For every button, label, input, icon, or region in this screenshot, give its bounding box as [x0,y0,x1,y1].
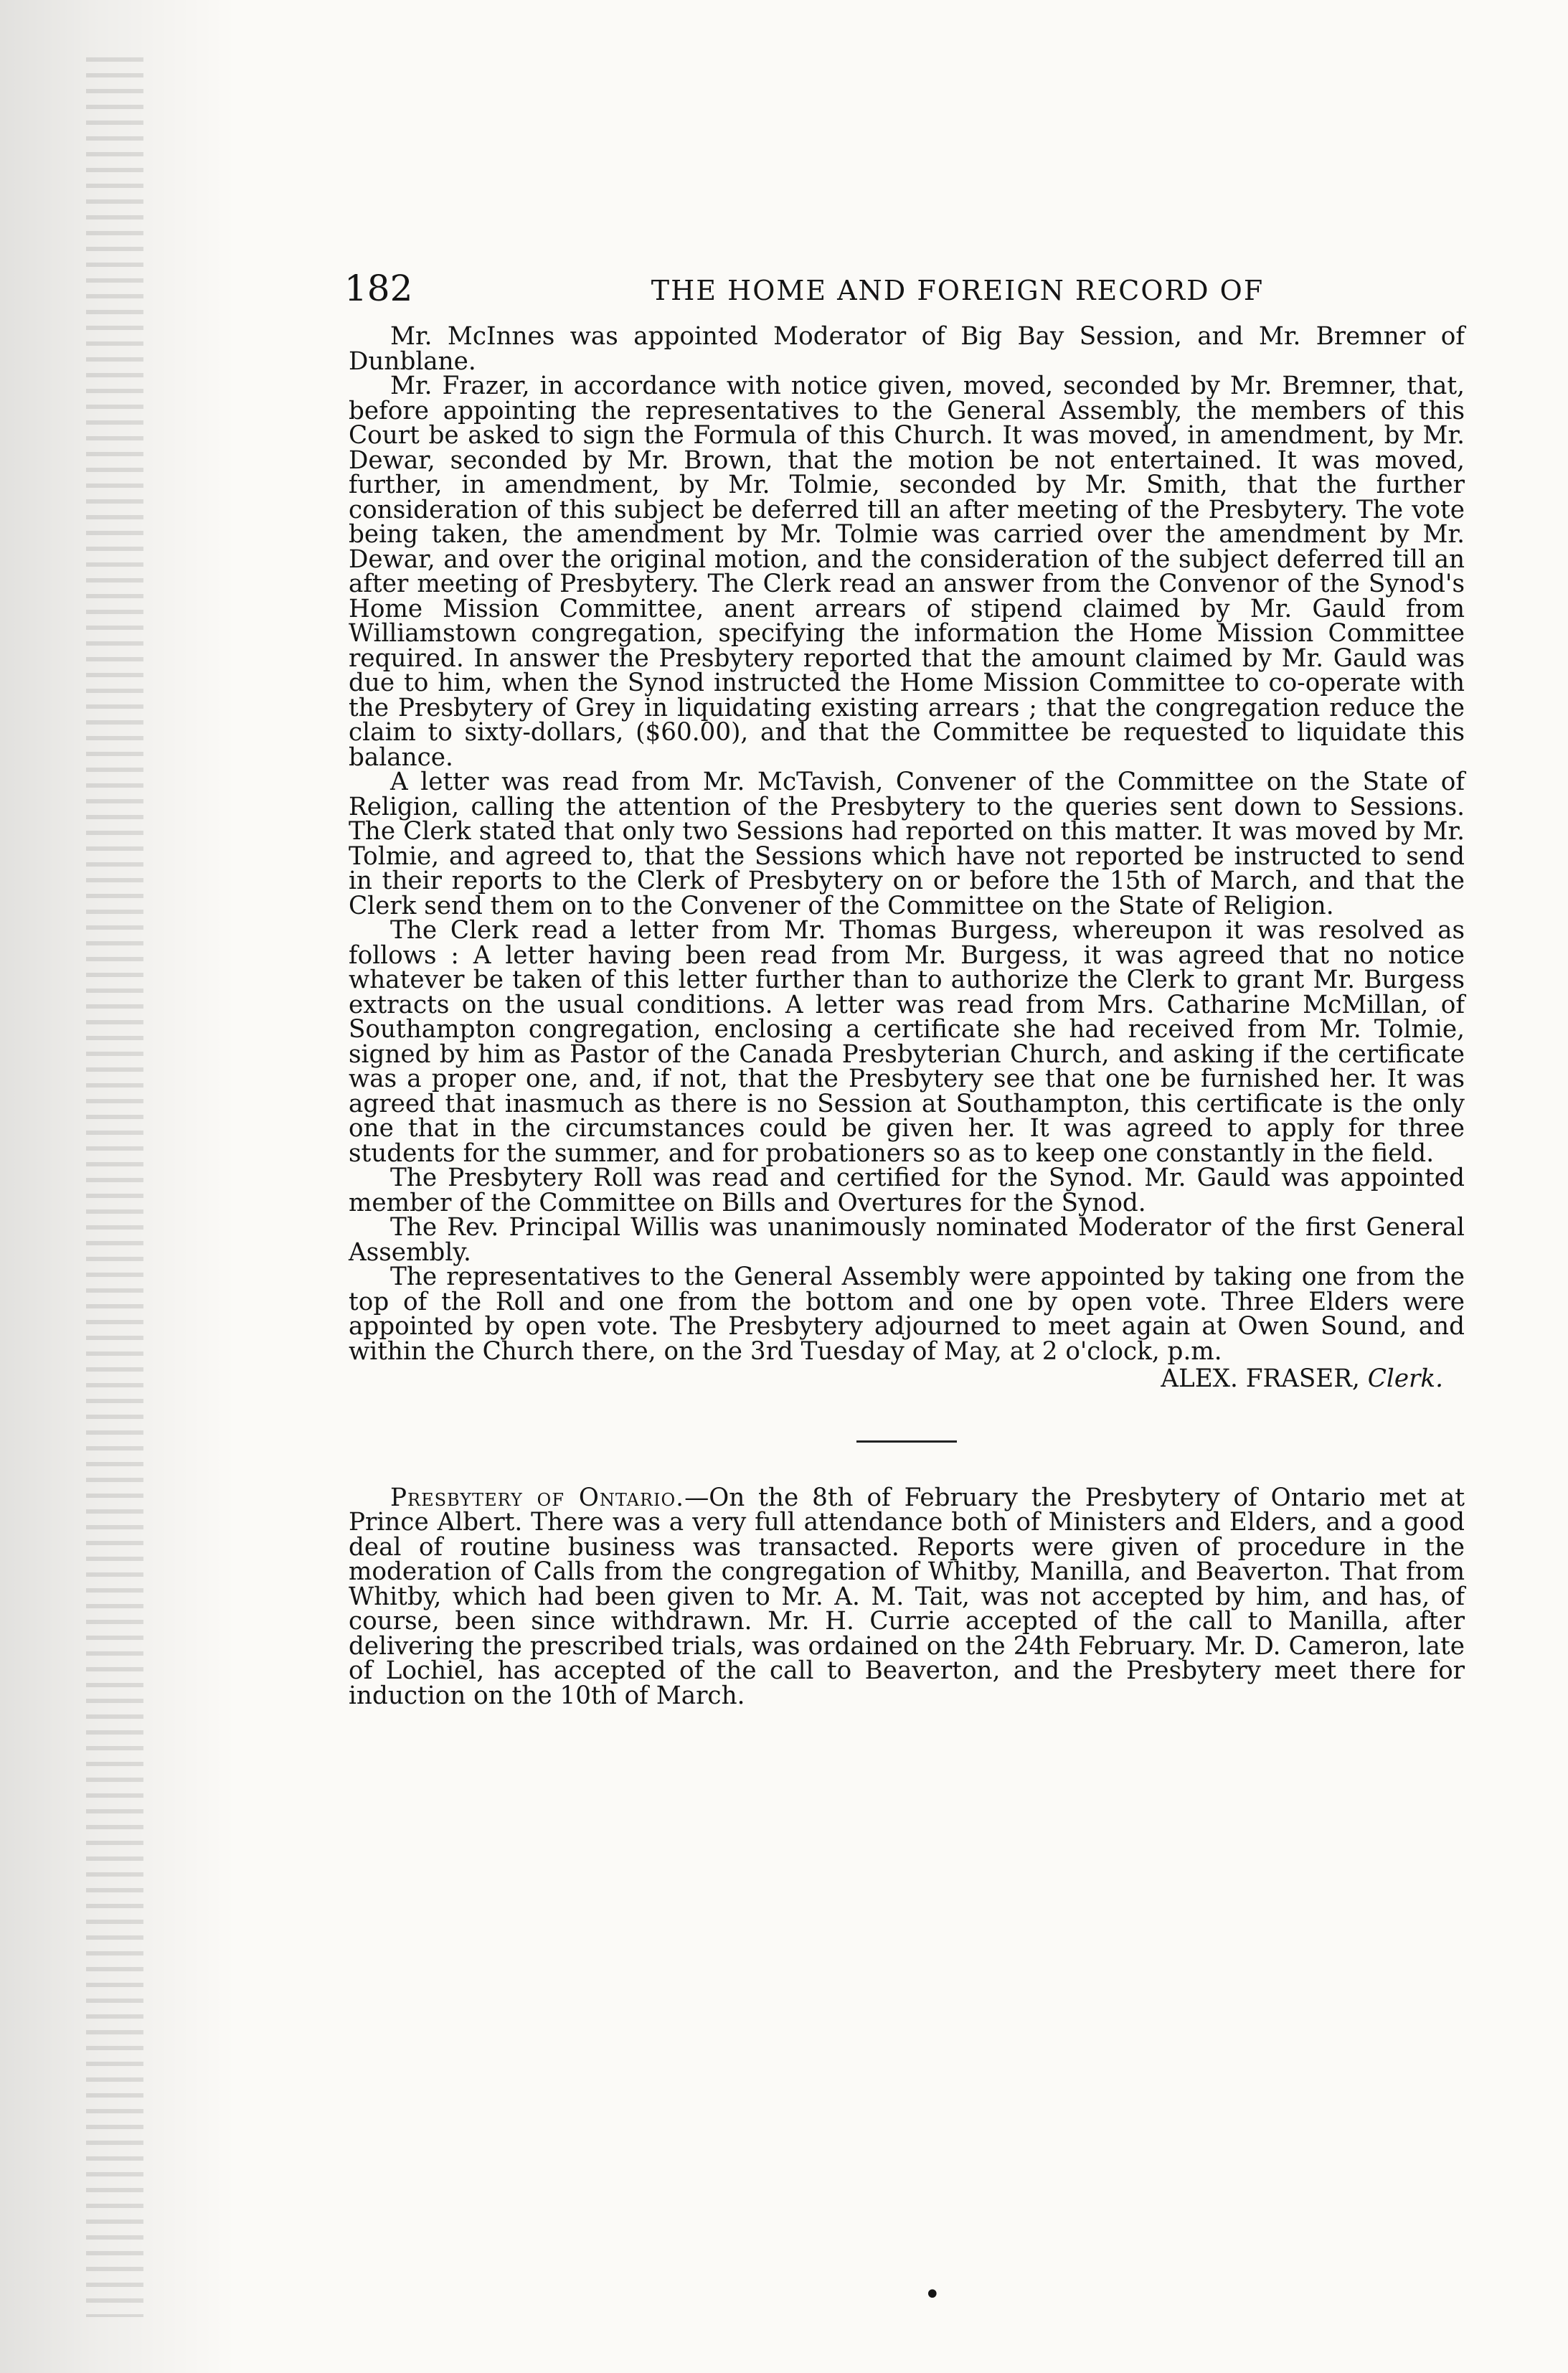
page-body [349,324,1465,1708]
binding-gutter [0,0,237,2373]
signature-title: Clerk. [1367,1364,1443,1393]
page-header [344,267,1463,310]
paragraph-moderator: Mr. McInnes was appointed Moderator of Big Bay Session, and Mr. Bremner of Dunblane. [349,322,1465,376]
paragraph-principal-willis: The Rev. Principal Willis was unanimously nominated Moderator of the first General Assembly. [349,1213,1465,1267]
paragraph-presbytery-of-ontario [349,1483,1465,1710]
section-divider [856,1440,957,1443]
page-number: 182 [344,268,413,309]
ink-blot: • [924,2278,941,2311]
paragraph-burgess-letter: The Clerk read a letter from Mr. Thomas Burgess, whereupon it was resolved as follows : A letter having been read from Mr. Burgess, it was agreed that no notice whatever be taken of this letter further than to authorize the Clerk to grant Mr. Burgess extracts on the usual conditions. A letter was read from Mrs. Catharine McMillan, of Southampton congregation, enclosing a certificate she had received from Mr. Tolmie, signed by him as Pastor of the Canada Presbyterian Church, and asking if the certificate was a proper one, and, if not, that the Presbytery see that one be furnished her. It was agreed that inasmuch as there is no Session at Southampton, this certificate is the only one that in the circumstances could be given her. It was agreed to apply for three students for the summer, and for probationers so as to keep one constantly in the field. [349,916,1465,1168]
paragraph-representatives: The representatives to the General Assembly were appointed by taking one from the top of the Roll and one from the bottom and one by open vote. Three Elders were appointed by open vote. The Presbytery adjourned to meet again at Owen Sound, and within the Church there, on the 3rd Tuesday of May, at 2 o'clock, p.m. [349,1263,1465,1366]
paragraph-presbytery-roll: The Presbytery Roll was read and certified for the Synod. Mr. Gauld was appointed member of the Committee on Bills and Overtures for the Synod. [349,1164,1465,1217]
signature-name: ALEX. FRASER, [1161,1364,1360,1393]
ontario-text: —On the 8th of February the Presbytery of Ontario met at Prince Albert. There was a very full attendance both of Ministers and Elders, and a good deal of routine business was transacted. Reports were given of procedure in the moderation of Calls from the congregation of Whitby, Manilla, and Beaverton. That from Whitby, which had been given to Mr. A. M. Tait, was not accepted by him, and has, of course, been since withdrawn. Mr. H. Currie accepted of the call to Manilla, after delivering the prescribed trials, was ordained on the 24th February. Mr. D. Cameron, late of Lochiel, has accepted of the call to Beaverton, and the Presbytery meet there for induction on the 10th of March. [349,1483,1465,1710]
paragraph-state-of-religion: A letter was read from Mr. McTavish, Convener of the Committee on the State of Religion, calling the attention of the Presbytery to the queries sent down to Sessions. The Clerk stated that only two Sessions had reported on this matter. It was moved by Mr. Tolmie, and agreed to, that the Sessions which have not reported be instructed to send in their reports to the Clerk of Presbytery on or before the 15th of March, and that the Clerk send them on to the Convener of the Committee on the State of Religion. [349,768,1465,920]
running-title: THE HOME AND FOREIGN RECORD OF [651,275,1265,306]
clerk-signature [349,1364,1465,1393]
paragraph-formula-motion: Mr. Frazer, in accordance with notice given, moved, seconded by Mr. Bremner, that, before appointing the representatives to the General Assembly, the members of this Court be asked to sign the Formula of this Church. It was moved, in amendment, by Mr. Dewar, seconded by Mr. Brown, that the motion be not entertained. It was moved, further, in amendment, by Mr. Tolmie, seconded by Mr. Smith, that the further consideration of this subject be deferred till an after meeting of the Presbytery. The vote being taken, the amendment by Mr. Tolmie was carried over the amendment by Mr. Dewar, and over the original motion, and the consideration of the subject deferred till an after meeting of Presbytery. The Clerk read an answer from the Convenor of the Synod's Home Mission Committee, anent arrears of stipend claimed by Mr. Gauld from Williamstown congregation, specifying the information the Home Mission Committee required. In answer the Presbytery reported that the amount claimed by Mr. Gauld was due to him, when the Synod instructed the Home Mission Committee to co-operate with the Presbytery of Grey in liquidating existing arrears ; that the congregation reduce the claim to sixty-dollars, ($60.00), and that the Committee be requested to liquidate this balance. [349,372,1465,772]
ontario-heading: Presbytery of Ontario. [390,1483,685,1512]
binding-shadow [86,57,143,2317]
